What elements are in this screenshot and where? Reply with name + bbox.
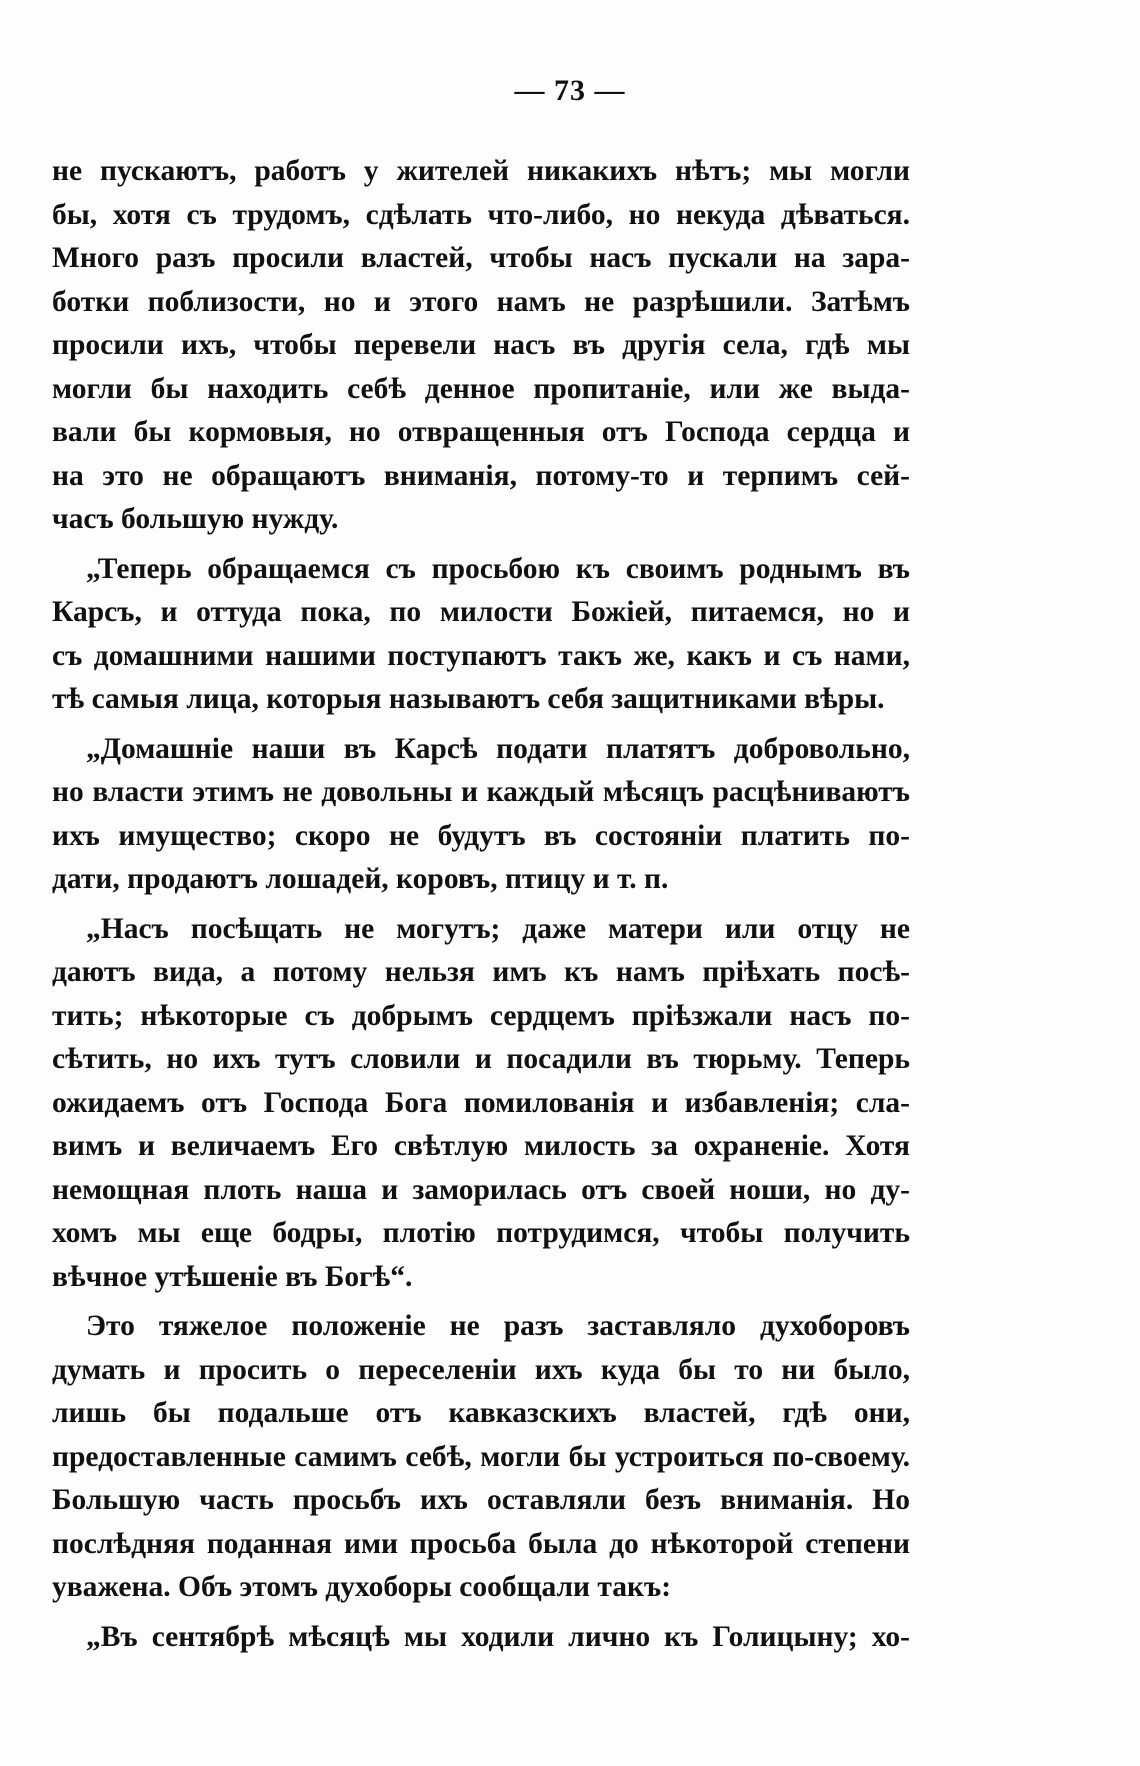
text-line: могли бы находить себѣ денное пропитаніе, или же выда- — [52, 372, 910, 405]
text-line: сѣтить, но ихъ тутъ словили и посадили въ тюрьму. Теперь — [52, 1043, 910, 1075]
text-line: „Насъ посѣщать не могутъ; даже матери или отцу не — [86, 912, 910, 945]
text-line: лишь бы подальше отъ кавказскихъ властей, гдѣ они, — [52, 1397, 910, 1429]
text-line: Большую часть просьбъ ихъ оставляли безъ вниманія. Но — [52, 1484, 910, 1516]
text-line: дати, продаютъ лошадей, коровъ, птицу и т. п. — [52, 863, 669, 895]
paragraph — [52, 548, 910, 722]
body-text — [52, 150, 910, 1665]
paragraph — [52, 150, 910, 542]
text-line: бы, хотя съ трудомъ, сдѣлать что-либо, но некуда дѣваться. — [52, 198, 910, 231]
text-line: ожидаемъ отъ Господа Бога помилованія и избавленія; сла- — [52, 1086, 910, 1119]
text-line: немощная плоть наша и заморилась отъ своей ноши, но ду- — [52, 1173, 910, 1206]
paragraph — [52, 1616, 910, 1660]
text-line: не пускаютъ, работъ у жителей никакихъ нѣтъ; мы могли — [52, 155, 910, 187]
text-line: Это тяжелое положеніе не разъ заставляло духоборовъ — [86, 1310, 910, 1342]
text-line: уважена. Объ этомъ духоборы сообщали такъ: — [52, 1571, 672, 1603]
text-line: часъ большую нужду. — [52, 503, 339, 535]
text-line: думать и просить о переселеніи ихъ куда бы то ни было, — [52, 1353, 910, 1386]
text-line: „Домашніе наши въ Карсѣ подати платятъ добровольно, — [86, 732, 910, 765]
text-line: „Теперь обращаемся съ просьбою къ своимъ роднымъ въ — [86, 552, 910, 585]
text-line: съ домашними нашими поступаютъ такъ же, какъ и съ нами, — [52, 639, 910, 672]
text-line: тѣ самыя лица, которыя называютъ себя защитниками вѣры. — [52, 683, 885, 715]
text-line: тить; нѣкоторые съ добрымъ сердцемъ пріѣзжали насъ по- — [52, 999, 910, 1032]
text-line: Много разъ просили властей, чтобы насъ пускали на зара- — [52, 242, 910, 274]
text-line: на это не обращаютъ вниманія, потому-то и терпимъ сей- — [52, 459, 910, 492]
text-line: ботки поблизости, но и этого намъ не разрѣшили. Затѣмъ — [52, 285, 910, 318]
text-line: вали бы кормовыя, но отвращенныя отъ Господа сердца и — [52, 416, 910, 448]
paragraph — [52, 1305, 910, 1610]
text-line: просили ихъ, чтобы перевели насъ въ другія села, гдѣ мы — [52, 329, 910, 361]
paragraph — [52, 908, 910, 1300]
text-line: послѣдняя поданная ими просьба была до нѣкоторой степени — [52, 1527, 910, 1560]
page-number: — 73 — — [514, 74, 626, 107]
text-line: Карсъ, и оттуда пока, по милости Божіей, питаемся, но и — [52, 596, 910, 628]
text-line: даютъ вида, а потому нельзя имъ къ намъ пріѣхать посѣ- — [52, 956, 910, 988]
text-line: ихъ имущество; скоро не будутъ въ состояніи платить по- — [52, 819, 910, 852]
text-line: но власти этимъ не довольны и каждый мѣсяцъ расцѣниваютъ — [52, 776, 910, 808]
text-line: вимъ и величаемъ Его свѣтлую милость за охраненіе. Хотя — [52, 1130, 910, 1162]
text-line: предоставленные самимъ себѣ, могли бы устроиться по-своему. — [52, 1440, 910, 1473]
text-line: „Въ сентябрѣ мѣсяцѣ мы ходили лично къ Голицыну; хо- — [86, 1620, 910, 1653]
paragraph — [52, 728, 910, 902]
text-line: хомъ мы еще бодры, плотію потрудимся, чтобы получить — [52, 1217, 910, 1249]
text-line: вѣчное утѣшеніе въ Богѣ“. — [52, 1260, 413, 1293]
